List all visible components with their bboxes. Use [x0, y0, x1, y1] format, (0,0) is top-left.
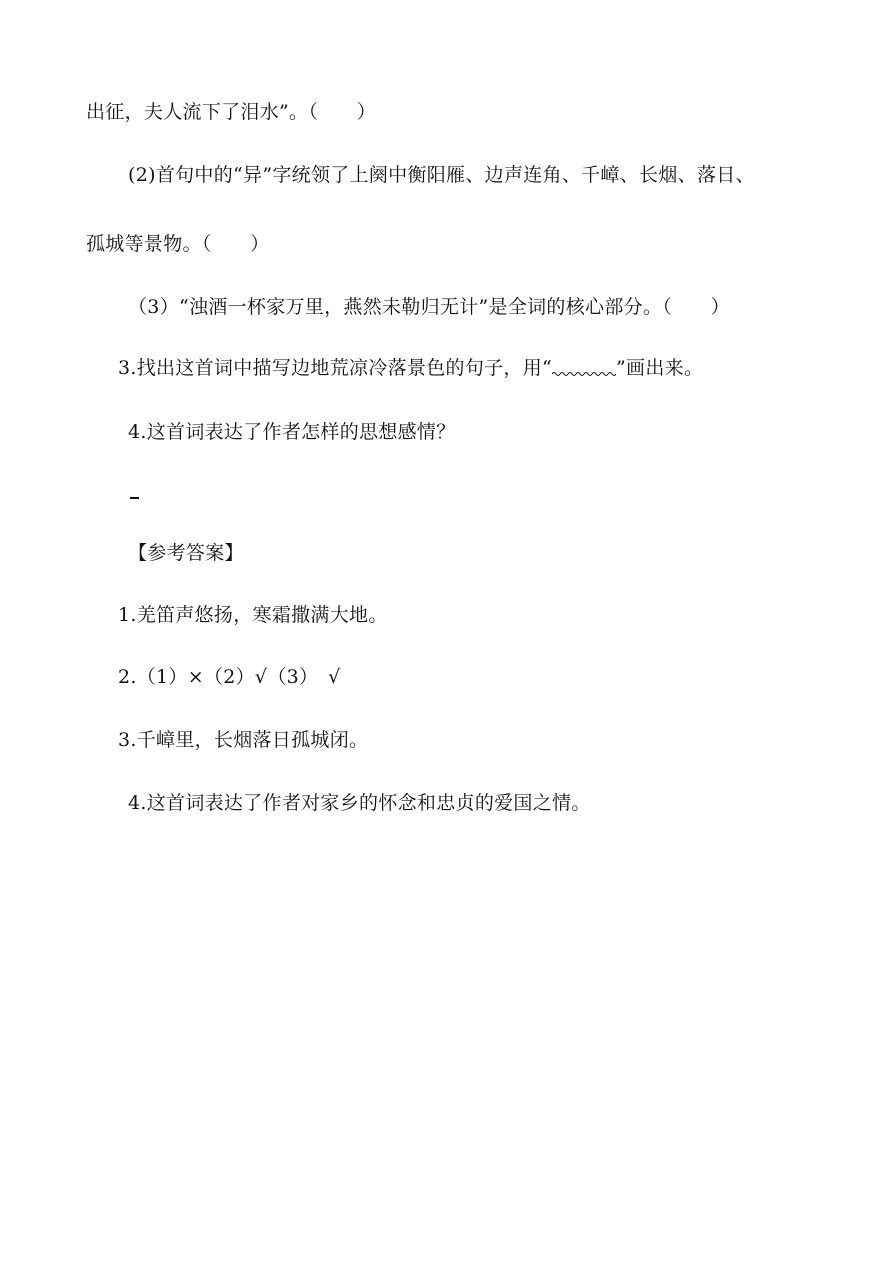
answer-1: 1.羌笛声悠扬，寒霜撒满大地。	[118, 604, 388, 626]
answer-3: 3.千嶂里，长烟落日孤城闭。	[118, 729, 369, 751]
question-3-after: ”画出来。	[616, 357, 704, 379]
answers-heading: 【参考答案】	[128, 542, 244, 564]
question-2-2-line2: 孤城等景物。（ ）	[86, 233, 270, 255]
answer-2: 2.（1）×（2）√（3） √	[118, 666, 341, 688]
question-2-3: （3）“浊酒一杯家万里，燕然未勒归无计”是全词的核心部分。（ ）	[128, 296, 730, 318]
answer-4: 4.这首词表达了作者对家乡的怀念和忠贞的爱国之情。	[128, 792, 591, 814]
wavy-underline-icon	[552, 356, 616, 374]
question-2-1-tail: 出征，夫人流下了泪水”。（ ）	[86, 101, 377, 123]
question-2-2-line1: (2)首句中的“异”字统领了上阕中衡阳雁、边声连角、千嶂、长烟、落日、	[128, 164, 755, 186]
question-3-before: 3.找出这首词中描写边地荒凉冷落景色的句子，用“	[118, 357, 553, 379]
answer-blank-dash	[130, 497, 139, 499]
question-3	[118, 356, 703, 380]
question-4: 4.这首词表达了作者怎样的思想感情？	[128, 421, 456, 443]
